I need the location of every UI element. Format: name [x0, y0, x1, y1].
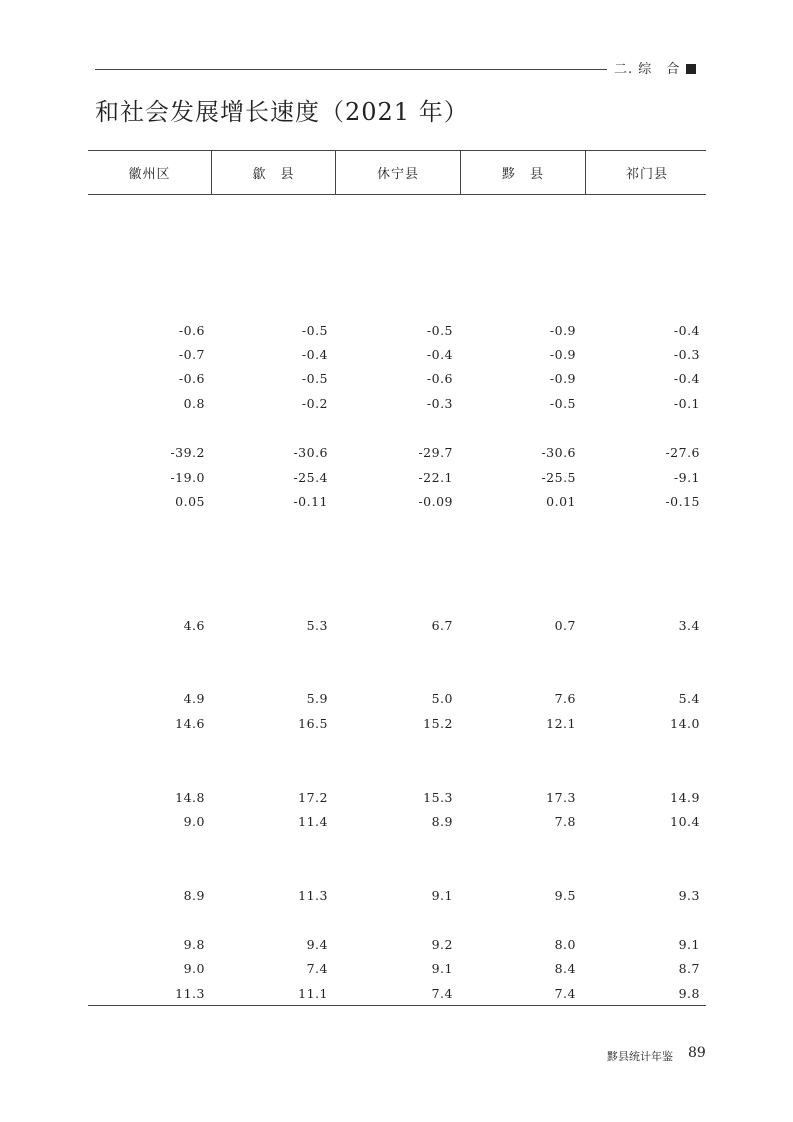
table-cell: 8.0 — [554, 937, 576, 952]
table-cell: 11.4 — [298, 814, 328, 829]
table-cell: -0.6 — [426, 371, 453, 386]
table-cell: 7.4 — [306, 961, 328, 976]
table-cell: 11.3 — [298, 888, 328, 903]
table-cell: -0.9 — [549, 371, 576, 386]
table-cell: -0.5 — [301, 371, 328, 386]
table-cell: 5.9 — [306, 691, 328, 706]
table-row — [88, 323, 706, 343]
table-row — [88, 716, 706, 736]
table-cell: 17.2 — [298, 790, 328, 805]
table-cell: 16.5 — [298, 716, 328, 731]
table-cell: 14.6 — [175, 716, 205, 731]
table-cell: 9.0 — [183, 814, 205, 829]
table-cell: 6.7 — [431, 618, 453, 633]
table-cell: 0.7 — [554, 618, 576, 633]
column-header-xiuning: 休宁县 — [335, 151, 460, 194]
table-cell: 4.6 — [183, 618, 205, 633]
table-cell: -0.2 — [301, 396, 328, 411]
column-header-qimen: 祁门县 — [585, 151, 708, 194]
table-cell: 3.4 — [678, 618, 700, 633]
page-number: 89 — [688, 1045, 706, 1061]
table-cell: -30.6 — [541, 445, 576, 460]
table-cell: 9.5 — [554, 888, 576, 903]
table-cell: 11.1 — [298, 986, 328, 1001]
table-cell: 9.8 — [183, 937, 205, 952]
table-cell: -0.9 — [549, 323, 576, 338]
section-label — [614, 58, 696, 77]
table-row — [88, 470, 706, 490]
table-cell: -0.09 — [418, 494, 453, 509]
table-cell: -0.1 — [673, 396, 700, 411]
table-cell: 9.4 — [306, 937, 328, 952]
table-cell: 4.9 — [183, 691, 205, 706]
table-row — [88, 986, 706, 1006]
table-cell: 5.0 — [431, 691, 453, 706]
table-row — [88, 691, 706, 711]
table-cell: -25.5 — [541, 470, 576, 485]
table-cell: -0.9 — [549, 347, 576, 362]
table-row — [88, 937, 706, 957]
table-cell: -25.4 — [293, 470, 328, 485]
table-cell: -0.4 — [673, 371, 700, 386]
table-cell: -0.4 — [426, 347, 453, 362]
table-cell: 5.3 — [306, 618, 328, 633]
table-cell: -0.4 — [301, 347, 328, 362]
table-row — [88, 790, 706, 810]
table-cell: 17.3 — [546, 790, 576, 805]
table-cell: 7.8 — [554, 814, 576, 829]
table-cell: 0.05 — [175, 494, 205, 509]
table-cell: -0.6 — [178, 371, 205, 386]
table-cell: 9.0 — [183, 961, 205, 976]
table-cell: -9.1 — [673, 470, 700, 485]
table-cell: -0.3 — [426, 396, 453, 411]
table-cell: 11.3 — [175, 986, 205, 1001]
table-cell: -39.2 — [170, 445, 205, 460]
table-cell: 14.9 — [670, 790, 700, 805]
section-name: 二. 综 合 — [614, 62, 681, 77]
table-cell: 8.9 — [431, 814, 453, 829]
table-cell: 5.4 — [678, 691, 700, 706]
table-cell: 8.7 — [678, 961, 700, 976]
table-cell: 7.6 — [554, 691, 576, 706]
column-header-huizhou: 徽州区 — [128, 167, 171, 182]
table-cell: 8.9 — [183, 888, 205, 903]
table-row — [88, 494, 706, 514]
table-row — [88, 445, 706, 465]
table-cell: 9.2 — [431, 937, 453, 952]
table-cell: -0.7 — [178, 347, 205, 362]
table-bottom-rule — [88, 1005, 706, 1006]
column-header-shexian: 歙 县 — [211, 151, 335, 194]
table-cell: 15.2 — [423, 716, 453, 731]
table-cell: -0.15 — [665, 494, 700, 509]
table-row — [88, 814, 706, 834]
table-cell: -0.3 — [673, 347, 700, 362]
table-cell: 9.8 — [678, 986, 700, 1001]
table-cell: -29.7 — [418, 445, 453, 460]
table-cell: -0.5 — [301, 323, 328, 338]
table-cell: 9.1 — [431, 961, 453, 976]
table-cell: 15.3 — [423, 790, 453, 805]
table-header-row — [88, 151, 706, 195]
table-cell: -0.5 — [549, 396, 576, 411]
table-cell: 14.0 — [670, 716, 700, 731]
table-row — [88, 961, 706, 981]
page-title: 和社会发展增长速度（2021 年） — [95, 98, 469, 126]
table-row — [88, 371, 706, 391]
table-row — [88, 396, 706, 416]
table-cell: -0.11 — [293, 494, 328, 509]
table-row — [88, 618, 706, 638]
table-cell: -0.4 — [673, 323, 700, 338]
table-cell: -0.5 — [426, 323, 453, 338]
table-cell: 9.1 — [431, 888, 453, 903]
black-square-icon — [686, 64, 696, 74]
footer-book-title: 黟县统计年鉴 — [607, 1050, 673, 1063]
table-row — [88, 888, 706, 908]
table-cell: 0.8 — [183, 396, 205, 411]
table-cell: -30.6 — [293, 445, 328, 460]
table-cell: 9.3 — [678, 888, 700, 903]
table-cell: 8.4 — [554, 961, 576, 976]
table-cell: 7.4 — [554, 986, 576, 1001]
table-cell: 0.01 — [546, 494, 576, 509]
table-cell: 10.4 — [670, 814, 700, 829]
table-row — [88, 347, 706, 367]
table-cell: 12.1 — [546, 716, 576, 731]
table-cell: -22.1 — [418, 470, 453, 485]
table-cell: -0.6 — [178, 323, 205, 338]
table-cell: 14.8 — [175, 790, 205, 805]
table-cell: -27.6 — [665, 445, 700, 460]
header-rule — [95, 69, 607, 70]
table-cell: -19.0 — [170, 470, 205, 485]
table-cell: 9.1 — [678, 937, 700, 952]
table-cell: 7.4 — [431, 986, 453, 1001]
column-header-yixian: 黟 县 — [460, 151, 585, 194]
